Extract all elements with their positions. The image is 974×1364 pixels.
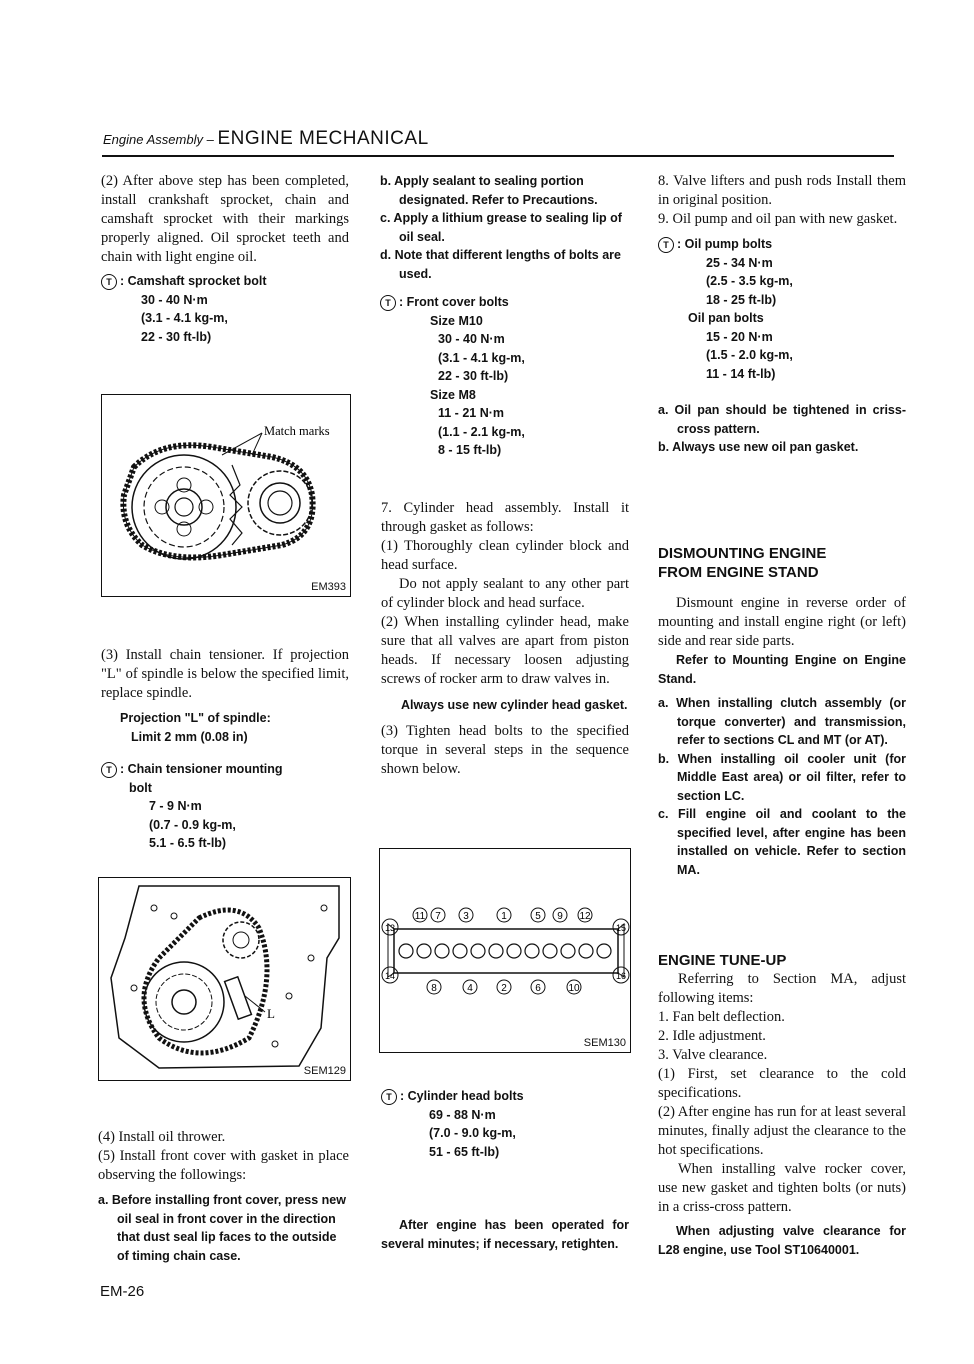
paragraph: (2) After engine has run for at least several minutes, finally adjust the clearance to the hot specifications. <box>658 1104 907 1158</box>
torque-value: (0.7 - 0.9 kg-m, <box>149 817 236 832</box>
torque-value: 30 - 40 N·m <box>141 292 208 307</box>
note-c: c. Apply a lithium grease to sealing lip of oil seal. <box>380 211 622 244</box>
valve-seat <box>525 944 539 958</box>
figure-code: SEM130 <box>583 1037 626 1049</box>
note-a: a. Before installing front cover, press new oil seal in front cover in the direction that dust seal lip faces to the outside of timing chain case. <box>98 1193 346 1263</box>
list-item: 2. Idle adjustment. <box>658 1028 766 1044</box>
bolt-number: 15 <box>615 923 627 933</box>
valve-seat <box>543 944 557 958</box>
bolt-number: 11 <box>414 911 426 922</box>
figure-head-bolt-sequence <box>379 848 631 1053</box>
figure-timing-chain <box>101 394 351 597</box>
section-heading: FROM ENGINE STAND <box>658 564 819 581</box>
paragraph: (2) When installing cylinder head, make sure that all valves are apart from piston heads. If necessary loosen adjusting screws of rocker arm to draw valves in. <box>381 614 629 687</box>
section-heading: ENGINE TUNE-UP <box>658 952 787 969</box>
torque-value: (2.5 - 3.5 kg-m, <box>706 274 793 288</box>
column-left-bottom <box>98 1128 349 1265</box>
head-bolt-drawing <box>380 849 630 1052</box>
bolt-number: 13 <box>384 923 396 933</box>
tool-note: When adjusting valve clearance for L28 engine, use Tool ST10640001. <box>658 1224 906 1257</box>
torque-label: Oil pan bolts <box>688 311 764 325</box>
bolt-number: 1 <box>501 911 507 922</box>
valve-seat <box>417 944 431 958</box>
retighten-note: After engine has been operated for several minutes; if necessary, retighten. <box>381 1218 629 1251</box>
paragraph: Do not apply sealant to any other part of cylinder block and head surface. <box>381 576 629 611</box>
reference-note: Refer to Mounting Engine on Engine Stand. <box>658 653 906 686</box>
column-right-tuneup <box>658 951 906 1259</box>
torque-value: 22 - 30 ft-lb) <box>438 369 509 383</box>
projection-l-label: L <box>267 1006 275 1021</box>
valve-seat <box>597 944 611 958</box>
torque-value: (1.1 - 2.1 kg-m, <box>438 424 525 439</box>
projection-label: Projection "L" of spindle: <box>120 711 271 725</box>
timing-chain-drawing <box>102 395 350 596</box>
torque-label: Chain tensioner mounting <box>127 762 283 776</box>
torque-value: 11 - 14 ft-lb) <box>706 366 776 381</box>
column-middle-text <box>381 499 629 779</box>
torque-icon: T <box>381 1089 397 1105</box>
paragraph: Dismount engine in reverse order of mounting and install engine right (or left) side and rear side parts. <box>658 595 906 649</box>
valve-seat <box>579 944 593 958</box>
paragraph: 8. Valve lifters and push rods Install them in original position. <box>658 173 906 208</box>
torque-label: Front cover bolts <box>406 295 509 309</box>
valve-seat <box>471 944 485 958</box>
torque-value: 30 - 40 N·m <box>438 332 505 346</box>
paragraph: (3) Tighten head bolts to the specified torque in several steps in the sequence shown below. <box>381 722 629 777</box>
torque-value: 25 - 34 N·m <box>706 255 773 270</box>
note-a: a. Oil pan should be tightened in criss-cross pattern. <box>658 403 906 436</box>
torque-label: Camshaft sprocket bolt <box>127 274 267 288</box>
torque-value: 8 - 15 ft-lb) <box>438 443 502 457</box>
torque-value: 69 - 88 N·m <box>429 1107 496 1122</box>
paragraph: Referring to Section MA, adjust following items: <box>658 971 906 1006</box>
bolt-number: 10 <box>568 983 580 994</box>
valve-seat <box>453 944 467 958</box>
torque-value: 18 - 25 ft-lb) <box>706 292 777 307</box>
page-number: EM-26 <box>100 1283 145 1300</box>
valve-seat <box>399 944 413 958</box>
paragraph: 7. Cylinder head assembly. Install it through gasket as follows: <box>381 500 629 535</box>
paragraph: (5) Install front cover with gasket in place observing the followings: <box>98 1148 349 1183</box>
torque-value: (3.1 - 4.1 kg-m, <box>438 350 525 365</box>
note-b: b. When installing oil cooler unit (for Middle East area) or oil filter, refer to section LC. <box>658 751 906 803</box>
list-item: 1. Fan belt deflection. <box>658 1009 785 1025</box>
torque-value: (7.0 - 9.0 kg-m, <box>429 1126 516 1140</box>
torque-value: (3.1 - 4.1 kg-m, <box>141 311 228 325</box>
bolt-number: 12 <box>579 911 591 922</box>
bolt-number: 16 <box>615 971 627 981</box>
note-b: b. Always use new oil pan gasket. <box>658 440 859 454</box>
torque-value: 5.1 - 6.5 ft-lb) <box>149 836 227 850</box>
bolt-number: 9 <box>557 911 563 922</box>
section-name: Engine Assembly <box>103 132 203 147</box>
paragraph: (1) First, set clearance to the cold specifications. <box>658 1066 906 1101</box>
size-label: Size M8 <box>430 387 476 402</box>
torque-label: Cylinder head bolts <box>407 1089 524 1103</box>
chain-tensioner-drawing <box>99 878 350 1080</box>
torque-label: Oil pump bolts <box>684 237 773 251</box>
note-c: c. Fill engine oil and coolant to the specified level, after engine has been installed on vehicle. Refer to section MA. <box>658 807 906 877</box>
match-marks-label: Match marks <box>264 424 330 438</box>
paragraph: 9. Oil pump and oil pan with new gasket. <box>658 211 898 227</box>
bolt-number: 8 <box>431 983 437 994</box>
valve-seat <box>435 944 449 958</box>
bolt-number: 3 <box>463 911 469 922</box>
paragraph: (2) After above step has been completed, install crankshaft sprocket, chain and camshaft sprocket with their markings properly aligned. Oil sprocket teeth and chain with light engine oil. <box>101 173 349 265</box>
column-right: 8. Valve lifters and push rods Install them in original position. 9. Oil pump and oil pan with new gasket. T : Oil pump bolts 25 - 34 N·m (2.5 - 3.5 kg-m, 18 - 25 ft-lb) Oil pan bolts 15 - 20 N·m (1.5 - 2.0 kg-m, 11 - 14 ft-lb) a. Oil pan should be tightened in criss-cross pattern. b. Always use new oil pan gasket. <box>658 172 906 457</box>
figure-chain-tensioner <box>98 877 351 1081</box>
section-heading: DISMOUNTING ENGINE <box>658 545 827 562</box>
header-dash: – <box>202 132 218 147</box>
paragraph: (3) Install chain tensioner. If projection "L" of spindle is below the specified limit, replace spindle. <box>101 647 349 701</box>
column-middle-bottom: T : Cylinder head bolts 69 - 88 N·m (7.0 - 9.0 kg-m, 51 - 65 ft-lb) After engine has been operated for several minutes; if necessary, retighten. <box>381 1087 629 1253</box>
projection-limit: Limit 2 mm (0.08 in) <box>131 729 248 744</box>
bolt-number: 5 <box>535 911 541 922</box>
column-right-dismount <box>658 544 906 879</box>
paragraph: (1) Thoroughly clean cylinder block and head surface. <box>381 538 629 573</box>
list-item: 3. Valve clearance. <box>658 1047 768 1063</box>
torque-value: 15 - 20 N·m <box>706 329 773 344</box>
torque-icon: T <box>380 295 396 311</box>
header-rule <box>102 155 894 157</box>
column-left-mid: (3) Install chain tensioner. If projection "L" of spindle is below the specified limit, replace spindle. Projection "L" of spindle: Limit 2 mm (0.08 in) T : Chain tensioner mounting bolt 7 - 9 N·m (0.7 - 0.9 kg-m, 5.1 - 6.5 ft-lb) <box>101 646 349 853</box>
torque-value: 51 - 65 ft-lb) <box>429 1144 500 1159</box>
figure-code: EM393 <box>311 581 346 593</box>
torque-value: 11 - 21 N·m <box>438 406 505 420</box>
torque-value: (1.5 - 2.0 kg-m, <box>706 348 793 362</box>
figure-code: SEM129 <box>303 1065 346 1077</box>
valve-seat <box>489 944 503 958</box>
page-title: ENGINE MECHANICAL <box>217 128 429 149</box>
torque-value: 22 - 30 ft-lb) <box>141 329 212 344</box>
paragraph: When installing valve rocker cover, use new gasket and tighten bolts (or nuts) in a criss-cross pattern. <box>658 1161 906 1215</box>
note-b: b. Apply sealant to sealing portion designated. Refer to Precautions. <box>380 174 598 207</box>
torque-icon: T <box>101 274 117 290</box>
bolt-number: 14 <box>384 971 396 981</box>
column-left: (2) After above step has been completed, install crankshaft sprocket, chain and camshaft sprocket with their markings properly aligned. Oil sprocket teeth and chain with light engine oil. T : Camshaft sprocket bolt 30 - 40 N·m (3.1 - 4.1 kg-m, 22 - 30 ft-lb) <box>101 172 349 346</box>
bolt-number: 2 <box>501 983 507 994</box>
size-label: Size M10 <box>430 313 483 328</box>
valve-seat <box>561 944 575 958</box>
bolt-number: 7 <box>435 911 441 922</box>
bolt-number: 6 <box>535 983 541 994</box>
torque-label-cont: bolt <box>129 780 152 795</box>
column-middle: b. Apply sealant to sealing portion designated. Refer to Precautions. c. Apply a lithium grease to sealing lip of oil seal. d. Note that different lengths of bolts are used. T : Front cover bolts Size M10 30 - 40 N·m (3.1 - 4.1 kg-m, 22 - 30 ft-lb) Size M8 11 - 21 N·m (1.1 - 2.1 kg-m, 8 - 15 ft-lb) <box>380 172 630 460</box>
torque-value: 7 - 9 N·m <box>149 799 202 813</box>
note-d: d. Note that different lengths of bolts are used. <box>380 248 621 281</box>
bolt-number: 4 <box>467 983 473 994</box>
paragraph: (4) Install oil thrower. <box>98 1129 226 1145</box>
warning-note: Always use new cylinder head gasket. <box>401 698 628 712</box>
valve-seat <box>507 944 521 958</box>
note-a: a. When installing clutch assembly (or torque converter) and transmission, refer to sections CL and MT (or AT). <box>658 696 906 747</box>
torque-icon: T <box>658 237 674 253</box>
torque-icon: T <box>101 762 117 778</box>
